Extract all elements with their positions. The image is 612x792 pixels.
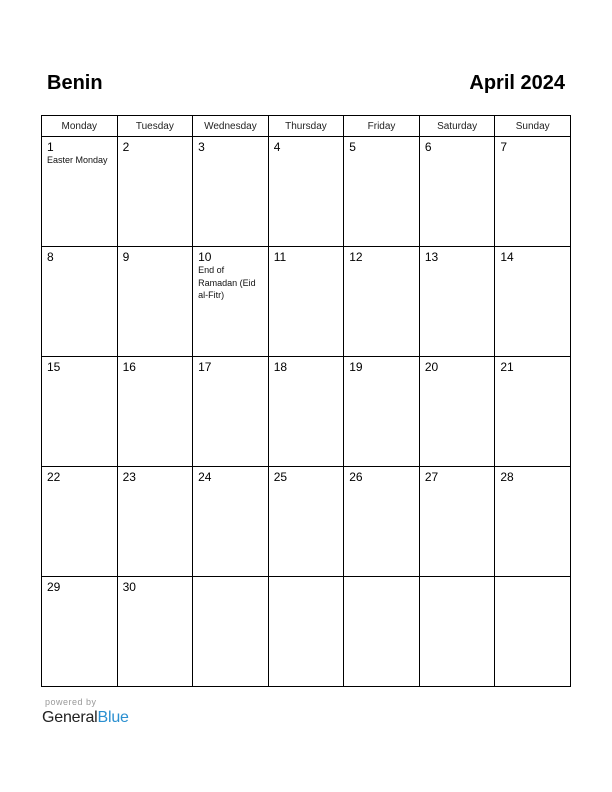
day-cell bbox=[42, 467, 118, 577]
powered-by-text: powered by bbox=[45, 697, 97, 707]
day-cell bbox=[268, 137, 344, 247]
day-number: 25 bbox=[273, 470, 288, 484]
day-number: 29 bbox=[47, 580, 61, 594]
weekday-thursday: Thursday bbox=[268, 116, 344, 137]
day-cell bbox=[117, 137, 193, 247]
day-cell bbox=[495, 577, 571, 687]
day-number: 23 bbox=[122, 470, 136, 484]
day-cell bbox=[117, 577, 193, 687]
day-cell bbox=[193, 467, 269, 577]
weekday-friday: Friday bbox=[344, 116, 420, 137]
country-title: Benin bbox=[47, 72, 103, 94]
day-number: 30 bbox=[122, 580, 136, 594]
brand-part-general: General bbox=[42, 709, 98, 726]
weekday-sunday: Sunday bbox=[495, 116, 571, 137]
week-row bbox=[42, 247, 571, 357]
day-cell bbox=[495, 247, 571, 357]
day-number: 3 bbox=[198, 140, 205, 154]
holiday-label: Easter Monday bbox=[47, 155, 108, 165]
week-row bbox=[42, 137, 571, 247]
day-cell bbox=[344, 577, 420, 687]
week-row bbox=[42, 357, 571, 467]
day-number: 21 bbox=[500, 360, 514, 374]
day-cell bbox=[268, 247, 344, 357]
day-cell bbox=[268, 577, 344, 687]
day-cell bbox=[117, 247, 193, 357]
day-cell bbox=[193, 247, 269, 357]
day-cell bbox=[268, 467, 344, 577]
day-number: 7 bbox=[500, 140, 508, 154]
day-cell bbox=[268, 357, 344, 467]
day-number: 2 bbox=[122, 140, 130, 154]
weekday-wednesday: Wednesday bbox=[193, 116, 269, 137]
day-number: 18 bbox=[273, 360, 288, 374]
day-number: 27 bbox=[424, 470, 439, 484]
day-cell bbox=[42, 357, 118, 467]
day-cell bbox=[344, 137, 420, 247]
day-number: 20 bbox=[424, 360, 439, 374]
day-cell bbox=[344, 357, 420, 467]
day-number: 19 bbox=[349, 360, 363, 374]
brand-part-blue: Blue bbox=[97, 709, 129, 726]
day-number: 17 bbox=[198, 360, 212, 374]
day-number: 24 bbox=[198, 470, 212, 484]
day-cell bbox=[419, 247, 495, 357]
week-row bbox=[42, 577, 571, 687]
day-number: 28 bbox=[500, 470, 514, 484]
day-cell bbox=[495, 467, 571, 577]
day-number: 26 bbox=[349, 470, 363, 484]
day-number: 14 bbox=[500, 250, 514, 264]
generalblue-logo[interactable] bbox=[42, 709, 129, 727]
day-number: 10 bbox=[198, 250, 212, 264]
day-number: 6 bbox=[424, 140, 432, 154]
day-cell bbox=[419, 577, 495, 687]
week-row bbox=[42, 467, 571, 577]
day-cell bbox=[193, 137, 269, 247]
day-number: 12 bbox=[349, 250, 363, 264]
month-title: April 2024 bbox=[469, 72, 565, 94]
day-cell bbox=[117, 357, 193, 467]
day-number: 15 bbox=[47, 360, 61, 374]
day-cell bbox=[193, 357, 269, 467]
weekday-monday: Monday bbox=[42, 116, 118, 137]
calendar-grid bbox=[41, 115, 571, 687]
day-number: 4 bbox=[273, 140, 281, 154]
day-cell bbox=[419, 357, 495, 467]
day-cell bbox=[419, 467, 495, 577]
weekday-tuesday: Tuesday bbox=[117, 116, 193, 137]
day-cell bbox=[193, 577, 269, 687]
day-cell bbox=[344, 467, 420, 577]
day-number: 16 bbox=[122, 360, 136, 374]
day-cell bbox=[495, 137, 571, 247]
weekday-saturday: Saturday bbox=[419, 116, 495, 137]
day-number: 8 bbox=[47, 250, 54, 264]
day-cell bbox=[419, 137, 495, 247]
day-cell bbox=[42, 137, 118, 247]
holiday-label: End of Ramadan (Eid al-Fitr) bbox=[198, 265, 256, 300]
day-cell bbox=[495, 357, 571, 467]
day-number: 5 bbox=[349, 140, 356, 154]
day-cell bbox=[42, 247, 118, 357]
day-number: 9 bbox=[122, 250, 130, 264]
day-cell bbox=[344, 247, 420, 357]
day-number: 1 bbox=[47, 140, 54, 154]
weekday-header-row bbox=[42, 116, 571, 137]
day-number: 13 bbox=[424, 250, 439, 264]
day-number: 11 bbox=[273, 250, 287, 264]
day-number: 22 bbox=[47, 470, 61, 484]
day-cell bbox=[117, 467, 193, 577]
day-cell bbox=[42, 577, 118, 687]
